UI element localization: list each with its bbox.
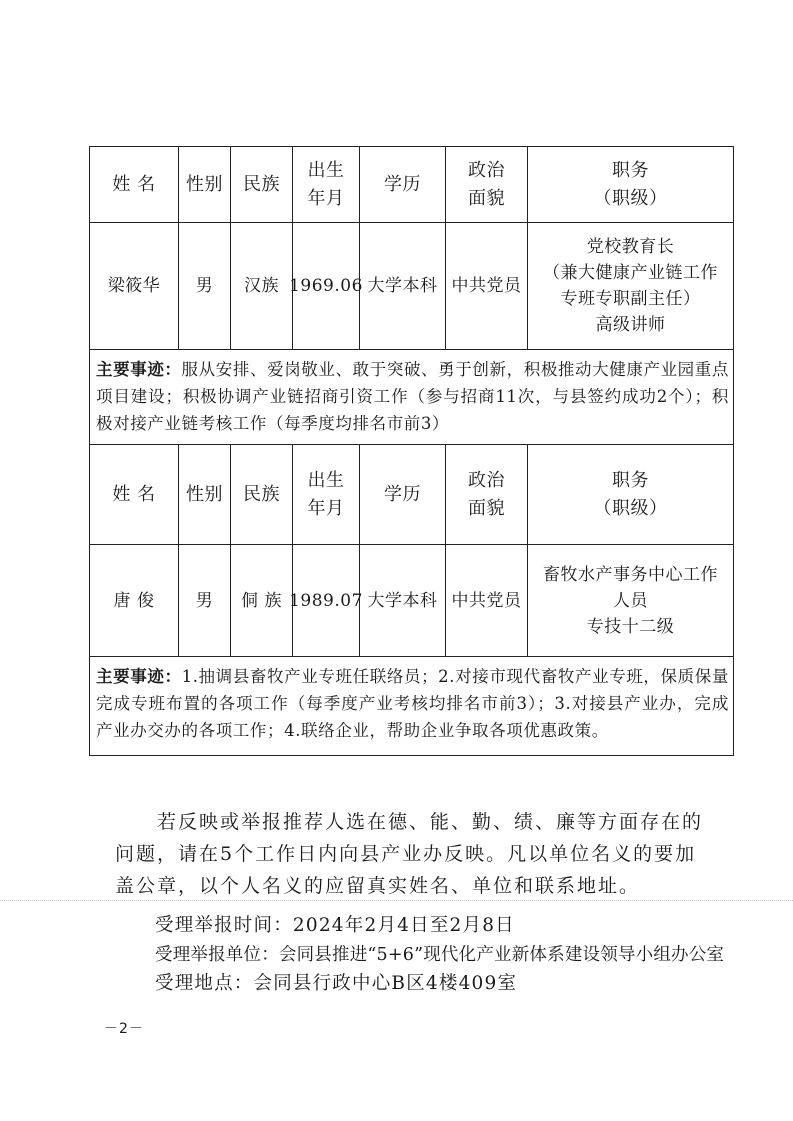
header-education: 学历 [359,444,445,544]
deeds-row [89,656,734,755]
candidate-political: 中共党员 [445,544,527,656]
page-number: －2－ [104,1021,144,1037]
candidate-position [527,222,734,349]
position-line: 专班专职副主任） [560,289,701,309]
position-line: 党校教育长 [586,237,675,257]
table-bottom-border [89,755,734,756]
report-unit: 受理举报单位：会同县推进“5+6”现代化产业新体系建设领导小组办公室 [155,945,725,965]
header-position [527,146,734,222]
table-header-row [89,444,734,544]
candidate-ethnicity: 汉族 [230,222,292,349]
table-row [89,222,734,349]
position-line: 人员 [613,590,648,611]
header-name: 姓 名 [89,444,178,544]
candidate-ethnicity: 侗 族 [230,544,292,656]
notice-paragraph: 若反映或举报推荐人选在德、能、勤、绩、廉等方面存在的问题，请在5个工作日内向县产业办反映。凡以单位名义的要加盖公章，以个人名义的应留真实姓名、单位和联系地址。 [115,811,704,897]
deeds-label: 主要事迹： [96,667,182,686]
deeds-text: 服从安排、爱岗敬业、敢于突破、勇于创新，积极推动大健康产业园重点项目建设；积极协调产业链招商引资工作（参与招商11次，与县签约成功2个）；积极对接产业链考核工作（每季度均排名市前3） [96,360,730,433]
header-ethnicity: 民族 [230,146,292,222]
position-line: 专技十二级 [586,616,675,637]
header-political-line2: 面貌 [468,187,505,209]
header-name: 姓 名 [89,146,178,222]
header-birth-line2: 年月 [307,497,345,519]
header-position-line1: 职务 [612,159,649,181]
report-place: 受理地点：会同县行政中心B区4楼409室 [155,973,518,994]
candidate-name: 唐 俊 [89,544,178,656]
header-political [445,444,527,544]
header-political-line1: 政治 [468,469,505,491]
report-time: 受理举报时间：2024年2月4日至2月8日 [155,915,515,936]
header-gender: 性别 [178,444,230,544]
table-header-row [89,146,734,222]
candidate-political: 中共党员 [445,222,527,349]
header-political-line1: 政治 [468,159,505,181]
position-line: 高级讲师 [595,315,666,335]
candidate-education: 大学本科 [359,544,445,656]
deeds-text: 1.抽调县畜牧产业专班任联络员；2.对接市现代畜牧产业专班，保质保量完成专班布置的各项工作（每季度产业考核均排名市前3）；3.对接县产业办，完成产业办交办的各项工作；4.联络企业，帮助企业争取各项优惠政策。 [96,667,730,740]
candidate-birth: 1969.06 [292,222,359,349]
header-birth-line1: 出生 [307,159,345,181]
candidate-position [527,544,734,656]
header-position [527,444,734,544]
header-birth-line1: 出生 [307,469,345,491]
header-education: 学历 [359,146,445,222]
table-row [89,544,734,656]
deeds-label: 主要事迹： [96,360,182,379]
header-political [445,146,527,222]
header-birth [292,444,359,544]
candidate-gender: 男 [178,222,230,349]
header-gender: 性别 [178,146,230,222]
header-position-line2: （职级） [593,187,668,209]
candidate-gender: 男 [178,544,230,656]
divider [0,900,793,901]
header-birth-line2: 年月 [307,187,345,209]
header-position-line1: 职务 [612,469,649,491]
header-ethnicity: 民族 [230,444,292,544]
candidate-table [89,146,734,756]
deeds-cell [89,349,734,444]
position-line: （兼大健康产业链工作 [543,263,718,283]
candidate-education: 大学本科 [359,222,445,349]
candidate-name: 梁筱华 [89,222,178,349]
deeds-row [89,349,734,444]
header-birth [292,146,359,222]
header-political-line2: 面貌 [468,497,505,519]
header-position-line2: （职级） [593,497,668,519]
candidate-birth: 1989.07 [292,544,359,656]
deeds-cell [89,656,734,755]
position-line: 畜牧水产事务中心工作 [543,564,718,585]
